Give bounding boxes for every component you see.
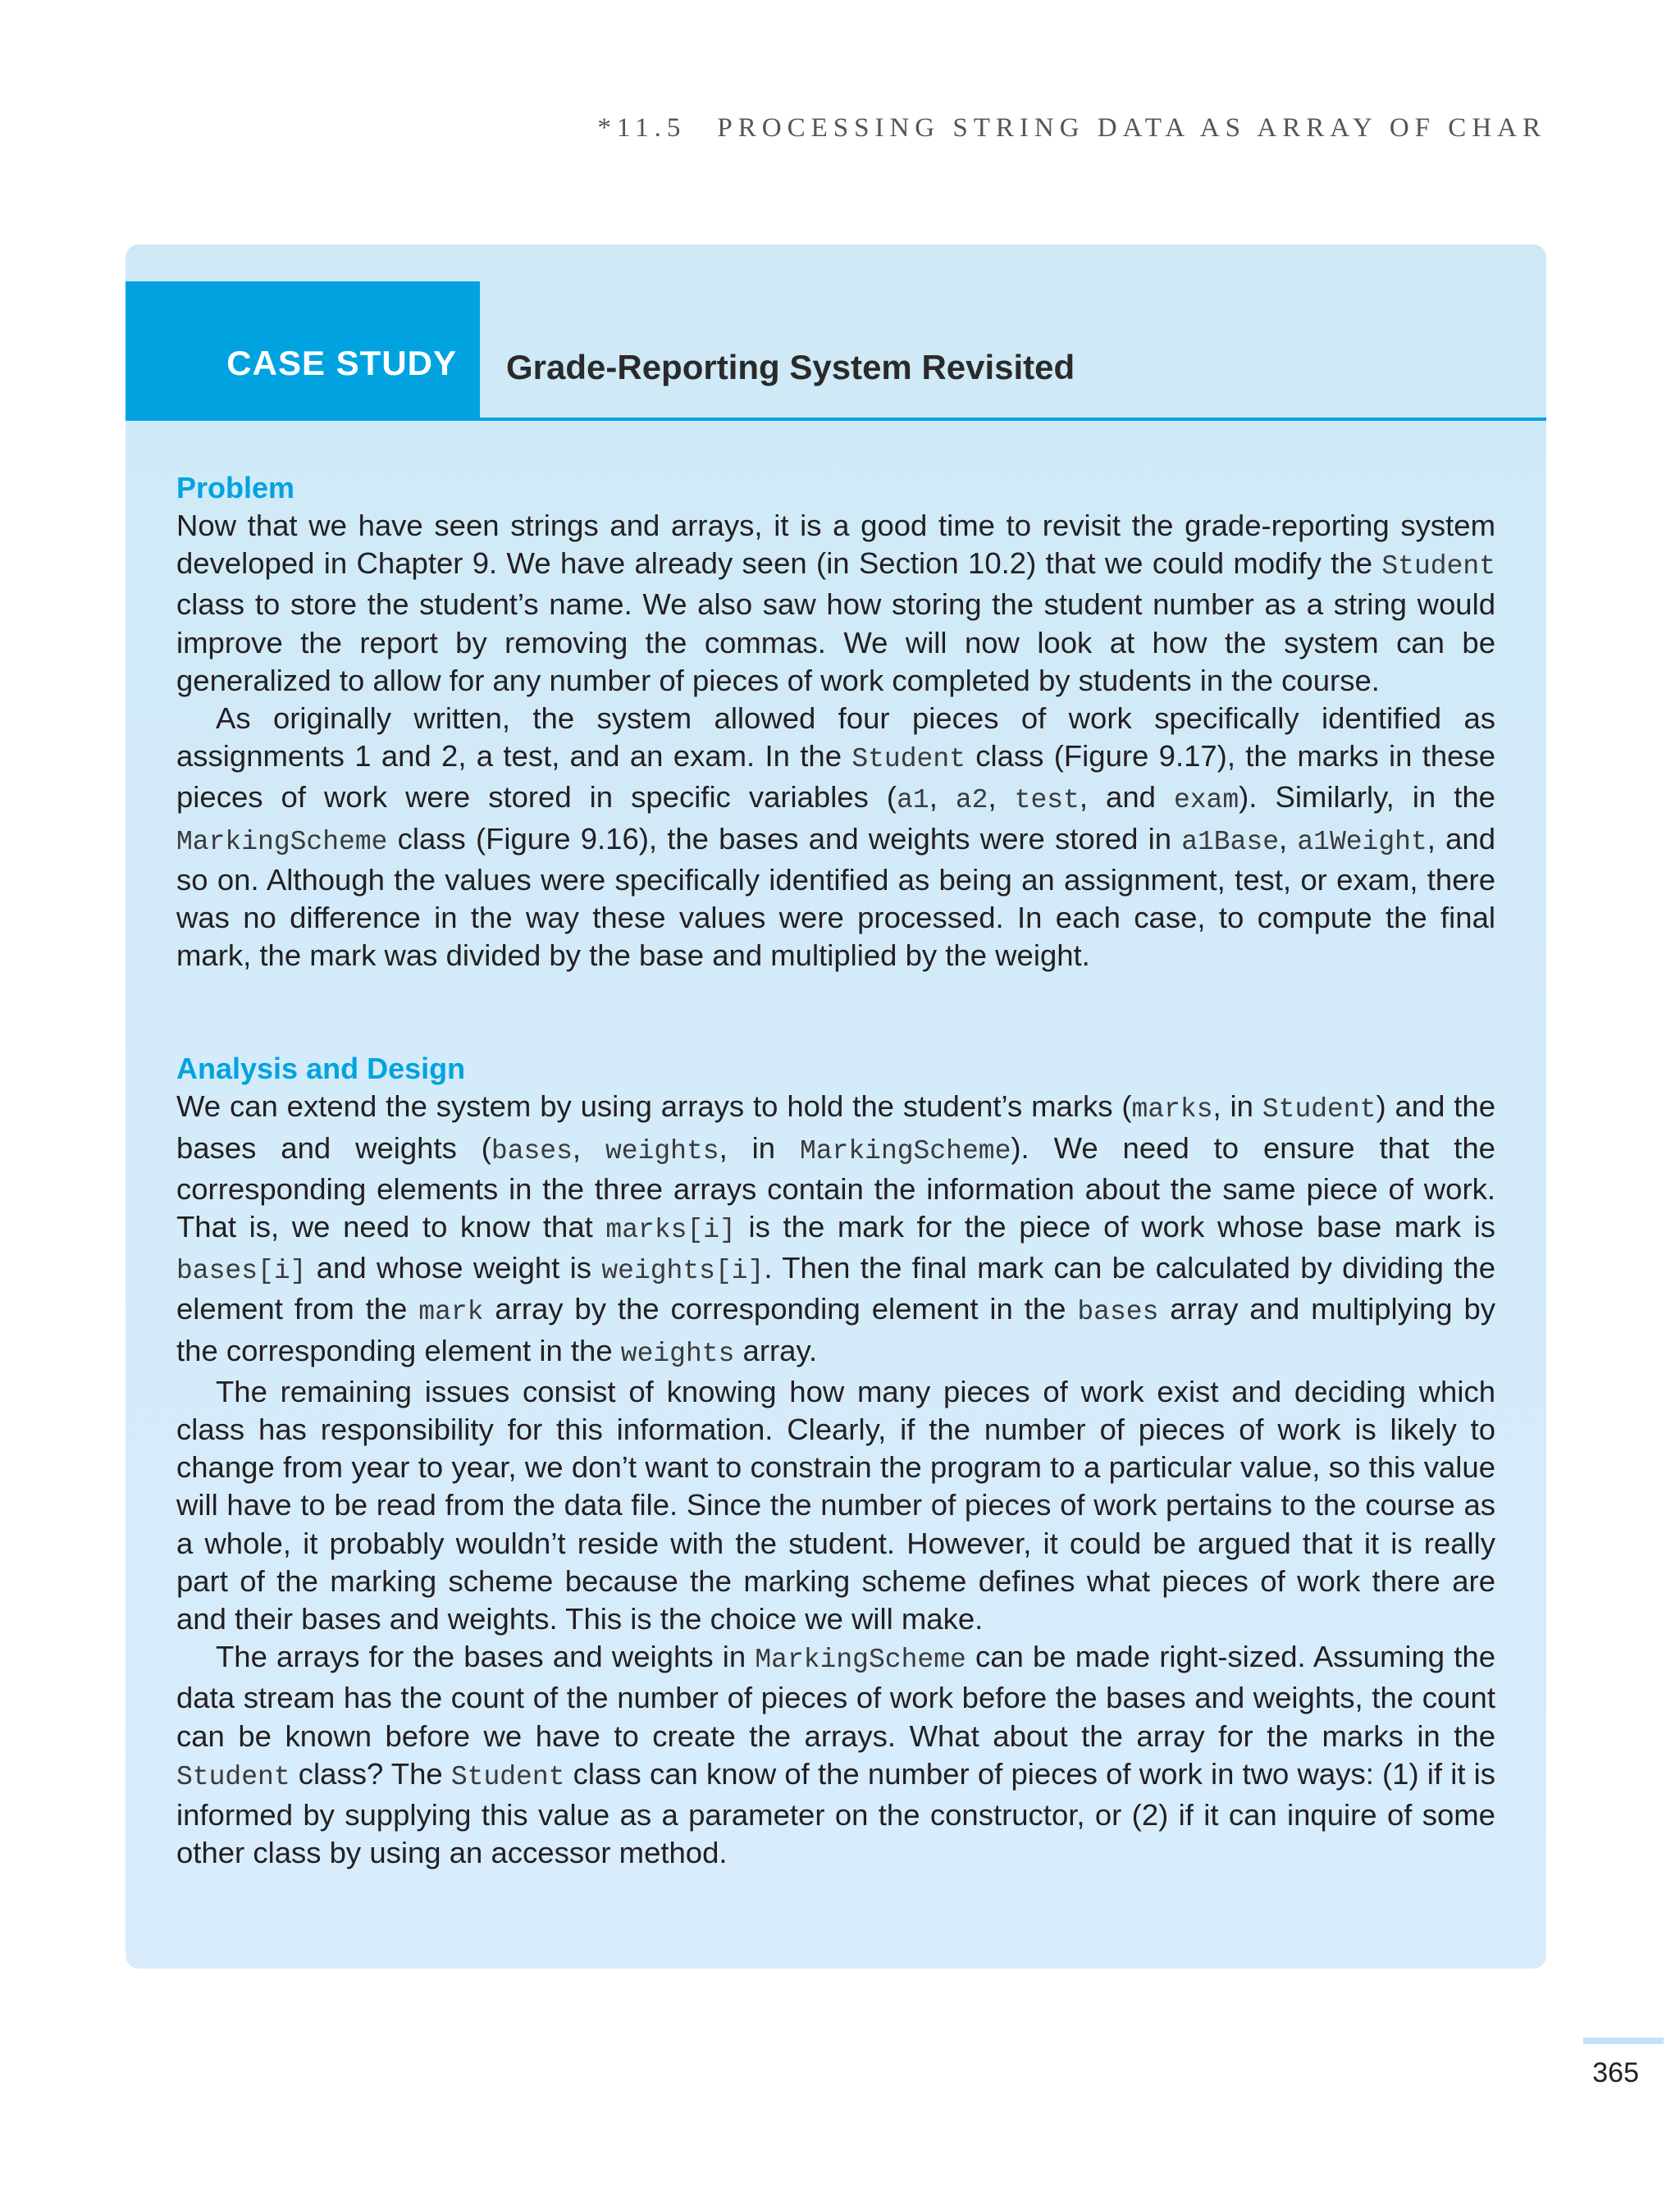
page-number: 365 <box>1592 2057 1639 2088</box>
running-head-section: *11.5 <box>597 113 687 143</box>
running-head <box>0 113 1546 144</box>
analysis-paragraph-2: The remaining issues consist of knowing how many pieces of work exist and deciding which class has responsibility for this information. Clearly, if the number of pieces of work is likely to change from year to year, we don’t want to constrain the program to a particular value, so this value will have to be read from the data file. Since the number of pieces of work pertains to the course as a whole, it probably wouldn’t reside with the student. However, it could be argued that it is really part of the marking scheme because the marking scheme defines what pieces of work there are and their bases and weights. This is the choice we will make. <box>176 1374 1495 1636</box>
problem-paragraph-1: Now that we have seen strings and arrays, it is a good time to revisit the grade-reporting system developed in Chapter 9. We have already seen (in Section 10.2) that we could modify the Student class to store the student’s name. We also saw how storing the student number as a string would improve the report by removing the commas. We will now look at how the system can be generalized to allow for any number of pieces of work completed by students in the course. <box>176 509 1495 697</box>
case-study-tag: CASE STUDY <box>126 281 480 418</box>
problem-heading: Problem <box>176 471 295 504</box>
case-study-header <box>126 281 1546 421</box>
case-study-content <box>176 469 1495 1873</box>
analysis-paragraph-3: The arrays for the bases and weights in MarkingScheme can be made right-sized. Assuming the data stream has the count of the number of pieces of work before the bases and weights, the count can be known before we have to create the arrays. What about the array for the marks in the Student class? The Student class can know of the number of pieces of work in two ways: (1) if it is informed by supplying this value as a parameter on the constructor, or (2) if it can inquire of some other class by using an accessor method. <box>176 1640 1495 1870</box>
page-number-rule <box>1583 2038 1664 2044</box>
running-head-title: PROCESSING STRING DATA AS ARRAY OF CHAR <box>717 113 1546 143</box>
section-gap <box>176 974 1495 1050</box>
case-study-box <box>126 244 1546 1969</box>
analysis-paragraph-1: We can extend the system by using arrays to hold the student’s marks (marks, in Student) and the bases and weights (bases, weights, in MarkingScheme). We need to ensure that the corresponding elements in the three arrays contain the information about the same piece of work. That is, we need to know that marks[i] is the mark for the piece of work whose base mark is bases[i] and whose weight is weights[i]. Then the final mark can be calculated by dividing the element from the mark array by the corresponding element in the bases array and multiplying by the corresponding element in the weights array. <box>176 1089 1495 1369</box>
problem-paragraph-2: As originally written, the system allowed four pieces of work specifically identified as assignments 1 and 2, a test, and an exam. In the Student class (Figure 9.17), the marks in these pieces of work were stored in specific variables (a1, a2, test, and exam). Similarly, in the MarkingScheme class (Figure 9.16), the bases and weights were stored in a1Base, a1Weight, and so on. Although the values were specifically identified as being an assignment, test, or exam, there was no difference in the way these values were processed. In each case, to compute the final mark, the mark was divided by the base and multiplied by the weight. <box>176 701 1496 973</box>
analysis-heading: Analysis and Design <box>176 1052 466 1086</box>
case-study-title: Grade-Reporting System Revisited <box>506 348 1075 386</box>
